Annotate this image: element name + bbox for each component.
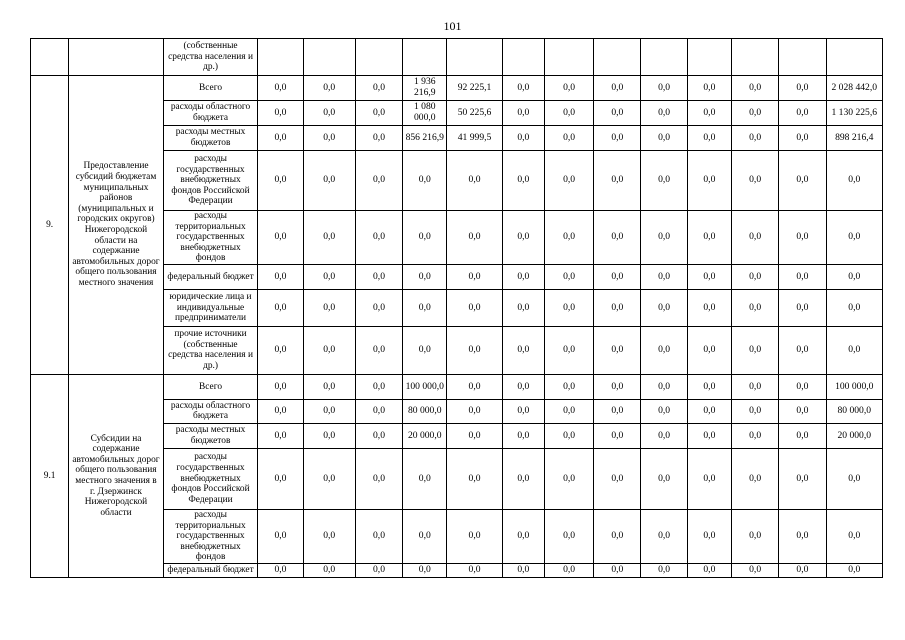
value-cell: 0,0 <box>594 374 641 399</box>
value-cell: 0,0 <box>779 374 826 399</box>
value-cell: 0,0 <box>779 423 826 448</box>
table-body <box>31 39 883 578</box>
value-cell: 0,0 <box>355 374 402 399</box>
value-cell: 0,0 <box>641 211 687 265</box>
value-cell: 0,0 <box>687 563 731 577</box>
value-cell: 0,0 <box>502 211 544 265</box>
value-cell: 20 000,0 <box>403 423 447 448</box>
funding-source-cell: расходы областного бюджета <box>163 399 258 423</box>
value-cell: 0,0 <box>687 211 731 265</box>
value-cell: 0,0 <box>447 151 502 211</box>
value-cell: 0,0 <box>779 264 826 289</box>
value-cell <box>355 39 402 76</box>
value-cell: 20 000,0 <box>826 423 882 448</box>
value-cell: 0,0 <box>641 101 687 126</box>
value-cell: 0,0 <box>779 326 826 374</box>
value-cell: 0,0 <box>447 423 502 448</box>
value-cell: 0,0 <box>594 126 641 151</box>
value-cell: 0,0 <box>687 264 731 289</box>
value-cell: 0,0 <box>355 563 402 577</box>
funding-source-cell: прочие источники (собственные средства населения и др.) <box>163 326 258 374</box>
value-cell: 0,0 <box>355 211 402 265</box>
value-cell: 0,0 <box>732 399 779 423</box>
value-cell: 0,0 <box>732 264 779 289</box>
value-cell: 0,0 <box>502 399 544 423</box>
value-cell: 0,0 <box>544 101 593 126</box>
value-cell: 0,0 <box>826 289 882 326</box>
value-cell: 0,0 <box>258 151 303 211</box>
value-cell: 0,0 <box>258 101 303 126</box>
value-cell: 0,0 <box>258 264 303 289</box>
value-cell: 0,0 <box>303 448 355 509</box>
value-cell: 0,0 <box>258 326 303 374</box>
funding-source-cell: расходы государственных внебюджетных фондов Российской Федерации <box>163 151 258 211</box>
value-cell: 0,0 <box>403 289 447 326</box>
measure-name-cell: Субсидии на содержание автомобильных дорог общего пользования местного значения в г. Дзержинск Нижегородской области <box>69 374 164 577</box>
value-cell: 0,0 <box>544 76 593 101</box>
value-cell: 0,0 <box>779 76 826 101</box>
value-cell: 0,0 <box>594 509 641 563</box>
funding-source-cell: (собственные средства населения и др.) <box>163 39 258 76</box>
funding-source-cell: расходы местных бюджетов <box>163 126 258 151</box>
value-cell: 0,0 <box>594 326 641 374</box>
value-cell: 0,0 <box>544 423 593 448</box>
value-cell: 0,0 <box>594 211 641 265</box>
value-cell: 0,0 <box>258 76 303 101</box>
value-cell: 0,0 <box>732 563 779 577</box>
value-cell: 0,0 <box>732 289 779 326</box>
measure-name-cell <box>69 39 164 76</box>
value-cell: 0,0 <box>355 264 402 289</box>
value-cell: 0,0 <box>303 101 355 126</box>
value-cell: 0,0 <box>594 264 641 289</box>
value-cell: 0,0 <box>544 509 593 563</box>
value-cell: 0,0 <box>303 289 355 326</box>
value-cell: 0,0 <box>303 374 355 399</box>
value-cell: 0,0 <box>303 126 355 151</box>
funding-source-cell: Всего <box>163 76 258 101</box>
value-cell: 1 936 216,9 <box>403 76 447 101</box>
value-cell: 0,0 <box>544 151 593 211</box>
value-cell: 0,0 <box>732 76 779 101</box>
value-cell: 0,0 <box>502 423 544 448</box>
value-cell: 0,0 <box>687 289 731 326</box>
value-cell: 0,0 <box>594 151 641 211</box>
value-cell: 1 080 000,0 <box>403 101 447 126</box>
value-cell: 0,0 <box>641 448 687 509</box>
value-cell: 0,0 <box>779 563 826 577</box>
value-cell: 92 225,1 <box>447 76 502 101</box>
value-cell: 0,0 <box>502 76 544 101</box>
value-cell: 0,0 <box>687 399 731 423</box>
value-cell: 0,0 <box>258 126 303 151</box>
value-cell: 0,0 <box>687 423 731 448</box>
value-cell: 0,0 <box>594 289 641 326</box>
value-cell: 0,0 <box>258 399 303 423</box>
value-cell: 41 999,5 <box>447 126 502 151</box>
value-cell: 0,0 <box>303 211 355 265</box>
value-cell: 0,0 <box>502 101 544 126</box>
value-cell: 0,0 <box>544 289 593 326</box>
value-cell: 0,0 <box>779 448 826 509</box>
value-cell: 0,0 <box>826 509 882 563</box>
value-cell: 0,0 <box>641 126 687 151</box>
value-cell: 0,0 <box>641 151 687 211</box>
value-cell: 0,0 <box>687 374 731 399</box>
value-cell: 0,0 <box>732 326 779 374</box>
value-cell: 0,0 <box>502 563 544 577</box>
value-cell: 0,0 <box>447 399 502 423</box>
value-cell: 0,0 <box>355 448 402 509</box>
value-cell: 0,0 <box>355 289 402 326</box>
value-cell: 0,0 <box>641 289 687 326</box>
value-cell: 0,0 <box>258 289 303 326</box>
value-cell: 0,0 <box>826 264 882 289</box>
value-cell: 0,0 <box>403 509 447 563</box>
value-cell: 0,0 <box>403 151 447 211</box>
value-cell: 1 130 225,6 <box>826 101 882 126</box>
value-cell: 0,0 <box>502 151 544 211</box>
value-cell <box>544 39 593 76</box>
value-cell: 0,0 <box>355 326 402 374</box>
value-cell: 0,0 <box>732 126 779 151</box>
funding-source-cell: расходы территориальных государственных внебюджетных фондов <box>163 211 258 265</box>
value-cell: 0,0 <box>687 326 731 374</box>
value-cell: 80 000,0 <box>826 399 882 423</box>
value-cell: 0,0 <box>447 289 502 326</box>
value-cell: 0,0 <box>641 563 687 577</box>
value-cell: 0,0 <box>779 399 826 423</box>
funding-source-cell: расходы территориальных государственных внебюджетных фондов <box>163 509 258 563</box>
value-cell: 2 028 442,0 <box>826 76 882 101</box>
value-cell: 0,0 <box>303 326 355 374</box>
value-cell: 0,0 <box>355 101 402 126</box>
value-cell <box>502 39 544 76</box>
value-cell <box>447 39 502 76</box>
value-cell: 0,0 <box>303 264 355 289</box>
value-cell: 0,0 <box>355 76 402 101</box>
value-cell: 0,0 <box>403 448 447 509</box>
value-cell <box>687 39 731 76</box>
value-cell: 0,0 <box>403 326 447 374</box>
value-cell <box>779 39 826 76</box>
value-cell: 0,0 <box>544 448 593 509</box>
value-cell: 0,0 <box>258 211 303 265</box>
budget-table <box>30 38 883 578</box>
value-cell: 0,0 <box>403 264 447 289</box>
table-row <box>31 39 883 76</box>
value-cell: 856 216,9 <box>403 126 447 151</box>
value-cell: 0,0 <box>641 423 687 448</box>
value-cell <box>403 39 447 76</box>
value-cell: 50 225,6 <box>447 101 502 126</box>
value-cell: 0,0 <box>258 374 303 399</box>
value-cell: 100 000,0 <box>403 374 447 399</box>
funding-source-cell: федеральный бюджет <box>163 264 258 289</box>
value-cell: 0,0 <box>732 509 779 563</box>
value-cell: 0,0 <box>779 151 826 211</box>
value-cell: 0,0 <box>544 399 593 423</box>
value-cell: 0,0 <box>826 326 882 374</box>
value-cell: 0,0 <box>355 509 402 563</box>
value-cell: 0,0 <box>447 211 502 265</box>
funding-source-cell: юридические лица и индивидуальные предприниматели <box>163 289 258 326</box>
page-number: 101 <box>443 19 462 33</box>
value-cell: 0,0 <box>544 126 593 151</box>
value-cell: 0,0 <box>641 326 687 374</box>
value-cell <box>732 39 779 76</box>
value-cell: 0,0 <box>779 289 826 326</box>
value-cell: 0,0 <box>641 264 687 289</box>
value-cell: 0,0 <box>826 151 882 211</box>
funding-source-cell: расходы местных бюджетов <box>163 423 258 448</box>
value-cell: 0,0 <box>502 448 544 509</box>
value-cell: 0,0 <box>594 563 641 577</box>
value-cell: 0,0 <box>258 448 303 509</box>
value-cell: 0,0 <box>732 101 779 126</box>
value-cell: 0,0 <box>355 399 402 423</box>
funding-source-cell: федеральный бюджет <box>163 563 258 577</box>
value-cell: 0,0 <box>779 509 826 563</box>
value-cell: 0,0 <box>502 289 544 326</box>
value-cell: 0,0 <box>258 509 303 563</box>
value-cell: 0,0 <box>303 423 355 448</box>
value-cell: 0,0 <box>594 399 641 423</box>
value-cell: 0,0 <box>732 374 779 399</box>
value-cell: 0,0 <box>447 326 502 374</box>
value-cell: 0,0 <box>544 211 593 265</box>
value-cell: 0,0 <box>732 423 779 448</box>
value-cell: 0,0 <box>779 126 826 151</box>
value-cell <box>641 39 687 76</box>
value-cell: 0,0 <box>594 448 641 509</box>
value-cell <box>594 39 641 76</box>
value-cell: 0,0 <box>258 423 303 448</box>
value-cell <box>826 39 882 76</box>
value-cell: 0,0 <box>826 448 882 509</box>
value-cell: 0,0 <box>403 211 447 265</box>
value-cell: 0,0 <box>355 151 402 211</box>
value-cell: 0,0 <box>303 399 355 423</box>
value-cell: 0,0 <box>594 76 641 101</box>
value-cell: 0,0 <box>732 151 779 211</box>
value-cell: 0,0 <box>732 448 779 509</box>
value-cell: 0,0 <box>687 101 731 126</box>
value-cell: 0,0 <box>403 563 447 577</box>
value-cell: 0,0 <box>447 448 502 509</box>
funding-source-cell: расходы государственных внебюджетных фондов Российской Федерации <box>163 448 258 509</box>
value-cell: 0,0 <box>826 563 882 577</box>
value-cell: 0,0 <box>355 423 402 448</box>
value-cell: 0,0 <box>687 151 731 211</box>
value-cell: 0,0 <box>447 509 502 563</box>
measure-name-cell: Предоставление субсидий бюджетам муниципальных районов (муниципальных и городских округов) Нижегородской области на содержание автомобильных дорог общего пользования местного значения <box>69 76 164 375</box>
value-cell: 0,0 <box>447 264 502 289</box>
row-number-cell <box>31 39 69 76</box>
value-cell: 0,0 <box>826 211 882 265</box>
value-cell: 0,0 <box>303 151 355 211</box>
value-cell: 0,0 <box>779 101 826 126</box>
value-cell: 0,0 <box>687 509 731 563</box>
value-cell: 100 000,0 <box>826 374 882 399</box>
value-cell: 0,0 <box>502 509 544 563</box>
value-cell: 0,0 <box>687 76 731 101</box>
value-cell: 0,0 <box>779 211 826 265</box>
value-cell: 898 216,4 <box>826 126 882 151</box>
value-cell: 0,0 <box>687 448 731 509</box>
value-cell: 0,0 <box>732 211 779 265</box>
value-cell: 0,0 <box>447 563 502 577</box>
funding-source-cell: Всего <box>163 374 258 399</box>
value-cell: 0,0 <box>502 126 544 151</box>
value-cell: 0,0 <box>594 101 641 126</box>
value-cell: 0,0 <box>544 563 593 577</box>
value-cell: 0,0 <box>544 374 593 399</box>
row-number-cell: 9. <box>31 76 69 375</box>
value-cell: 80 000,0 <box>403 399 447 423</box>
row-number-cell: 9.1 <box>31 374 69 577</box>
value-cell: 0,0 <box>303 509 355 563</box>
value-cell: 0,0 <box>502 264 544 289</box>
value-cell: 0,0 <box>355 126 402 151</box>
funding-source-cell: расходы областного бюджета <box>163 101 258 126</box>
value-cell: 0,0 <box>544 326 593 374</box>
value-cell: 0,0 <box>594 423 641 448</box>
value-cell: 0,0 <box>447 374 502 399</box>
value-cell: 0,0 <box>258 563 303 577</box>
value-cell <box>303 39 355 76</box>
value-cell: 0,0 <box>687 126 731 151</box>
value-cell: 0,0 <box>303 563 355 577</box>
value-cell: 0,0 <box>641 399 687 423</box>
value-cell: 0,0 <box>544 264 593 289</box>
value-cell: 0,0 <box>303 76 355 101</box>
table-row <box>31 76 883 101</box>
value-cell: 0,0 <box>641 509 687 563</box>
value-cell <box>258 39 303 76</box>
value-cell: 0,0 <box>641 76 687 101</box>
value-cell: 0,0 <box>502 374 544 399</box>
value-cell: 0,0 <box>502 326 544 374</box>
value-cell: 0,0 <box>641 374 687 399</box>
table-row <box>31 374 883 399</box>
